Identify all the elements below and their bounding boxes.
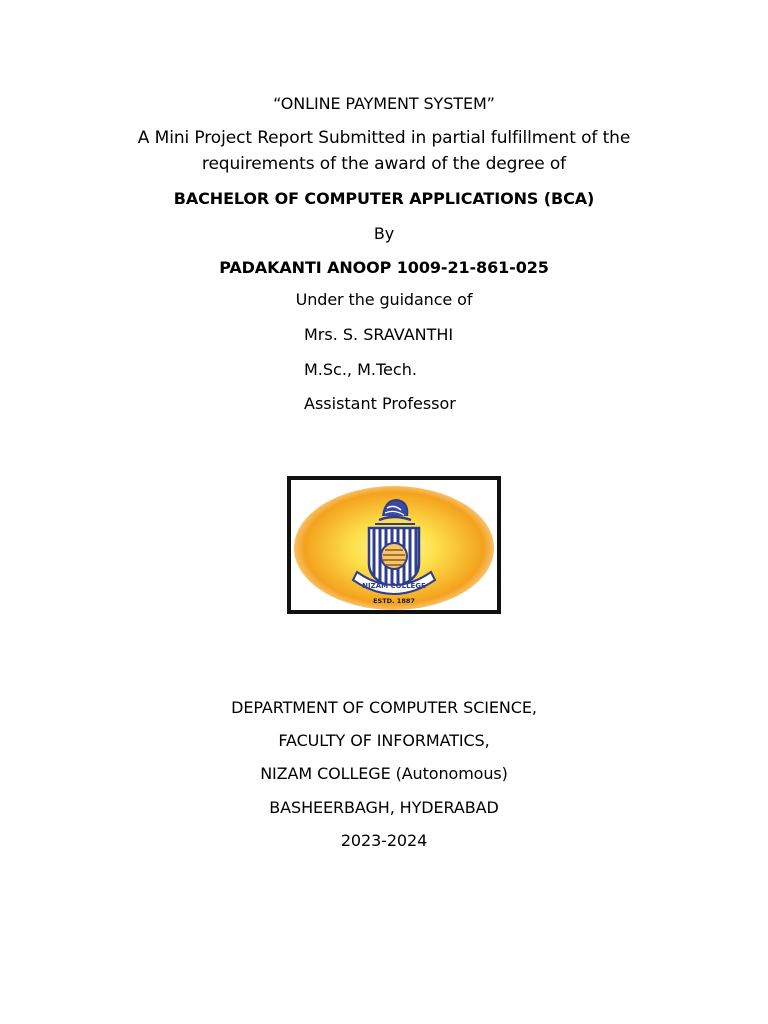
academic-year: 2023-2024 bbox=[340, 831, 428, 850]
college-line: NIZAM COLLEGE (Autonomous) bbox=[260, 764, 508, 783]
guide-name: Mrs. S. SRAVANTHI bbox=[304, 325, 454, 344]
department-line: DEPARTMENT OF COMPUTER SCIENCE, bbox=[231, 698, 537, 717]
nizam-college-emblem-icon bbox=[291, 480, 497, 610]
degree-name: BACHELOR OF COMPUTER APPLICATIONS (BCA) bbox=[173, 189, 595, 208]
location-line: BASHEERBAGH, HYDERABAD bbox=[269, 798, 499, 817]
subtitle-line-2: requirements of the award of the degree of bbox=[201, 154, 567, 174]
guide-designation: Assistant Professor bbox=[304, 394, 456, 413]
project-title: “ONLINE PAYMENT SYSTEM” bbox=[273, 94, 495, 113]
guide-qualification: M.Sc., M.Tech. bbox=[304, 360, 417, 379]
by-label: By bbox=[373, 224, 395, 243]
college-logo bbox=[287, 476, 501, 614]
subtitle-line-1: A Mini Project Report Submitted in partial fulfillment of the bbox=[137, 128, 631, 148]
student-name-roll: PADAKANTI ANOOP 1009-21-861-025 bbox=[219, 258, 549, 277]
logo-banner-text: NIZAM COLLEGE bbox=[362, 582, 426, 590]
guidance-label: Under the guidance of bbox=[295, 290, 473, 309]
logo-estd-text: ESTD. 1887 bbox=[373, 597, 415, 605]
faculty-line: FACULTY OF INFORMATICS, bbox=[278, 731, 490, 750]
